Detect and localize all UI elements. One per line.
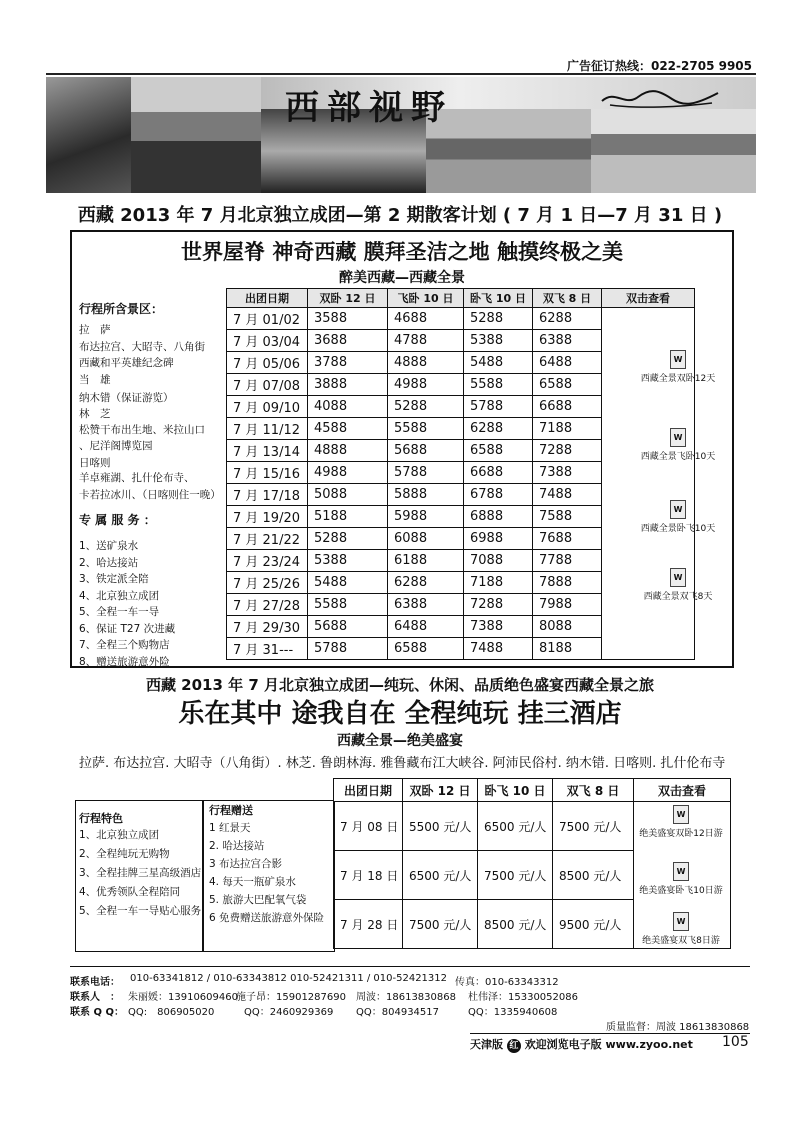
- table-cell: 6588: [533, 374, 602, 396]
- table-cell: 7 月 25/26: [227, 572, 308, 594]
- table-cell: 7888: [533, 572, 602, 594]
- table-cell: 8500 元/人: [478, 900, 553, 949]
- qq-2: QQ：2460929369: [244, 1007, 334, 1018]
- table-cell: 5588: [388, 418, 464, 440]
- table-cell: 6288: [388, 572, 464, 594]
- table-cell: 7988: [533, 594, 602, 616]
- table-cell: 7 月 08 日: [334, 802, 403, 851]
- gift-item: 6 免费赠送旅游意外保险: [209, 912, 325, 924]
- table-cell: 4888: [308, 440, 388, 462]
- table-cell: 8500 元/人: [553, 851, 634, 900]
- table-cell: 6188: [388, 550, 464, 572]
- scenic-spot-line: 羊卓雍湖、扎什伦布寺、: [79, 472, 195, 484]
- quality-supervisor: 质量监督：周波 18613830868: [606, 1022, 750, 1033]
- table-cell: 6388: [533, 330, 602, 352]
- table-cell: 5288: [388, 396, 464, 418]
- table-cell: 7 月 18 日: [334, 851, 403, 900]
- scenic-spot-line: 布达拉宫、大昭寺、八角街: [79, 341, 205, 353]
- table-cell: 7 月 09/10: [227, 396, 308, 418]
- table-cell: 7688: [533, 528, 602, 550]
- table-cell: 7 月 05/06: [227, 352, 308, 374]
- service-item: 3、铁定派全陪: [79, 573, 149, 585]
- doc-label: 绝美盛宴卧飞10日游: [639, 886, 723, 896]
- table-cell: 5288: [464, 308, 533, 330]
- col-header: 出团日期: [227, 289, 308, 308]
- qq-1: QQ: 806905020: [128, 1007, 215, 1018]
- word-doc-icon: W: [670, 568, 686, 587]
- top-rule: [46, 73, 756, 75]
- table-cell: 5988: [388, 506, 464, 528]
- word-doc-link[interactable]: [628, 500, 728, 534]
- table-cell: 5288: [308, 528, 388, 550]
- doc-label: 西藏全景双卧12天: [640, 374, 716, 384]
- table-cell: 6888: [464, 506, 533, 528]
- scenic-spot-line: 西藏和平英雄纪念碑: [79, 357, 174, 369]
- plan1-headline: 世界屋脊 神奇西藏 膜拜圣洁之地 触摸终极之美: [181, 240, 623, 264]
- table-cell: 7 月 13/14: [227, 440, 308, 462]
- table-cell: 3588: [308, 308, 388, 330]
- word-doc-icon: W: [670, 500, 686, 519]
- table-cell: 7788: [533, 550, 602, 572]
- table-cell: 7 月 31---: [227, 638, 308, 660]
- plan2-route: 拉萨. 布达拉宫. 大昭寺（八角街）. 林芝. 鲁朗林海. 雅鲁藏布江大峡谷. 阿沛民俗村. 纳木错. 日喀则. 扎什伦布寺: [79, 756, 726, 771]
- table-cell: 5500 元/人: [403, 802, 478, 851]
- table-cell: 7 月 11/12: [227, 418, 308, 440]
- plan2-subtitle: 西藏全景—绝美盛宴: [337, 733, 463, 749]
- contact-person-2: 施子昂：15901287690: [236, 992, 346, 1003]
- scenic-spot-line: 林 芝: [79, 408, 111, 420]
- website-text[interactable]: 欢迎浏览电子版 www.zyoo.net: [524, 1038, 693, 1051]
- table-cell: 7 月 07/08: [227, 374, 308, 396]
- col-header: 卧飞 10 日: [478, 779, 553, 802]
- table-cell: 7 月 01/02: [227, 308, 308, 330]
- table-cell: 7 月 27/28: [227, 594, 308, 616]
- col-header: 双卧 12 日: [308, 289, 388, 308]
- gift-item: 1 红景天: [209, 822, 251, 834]
- table-cell: 5688: [308, 616, 388, 638]
- table-cell: 4088: [308, 396, 388, 418]
- word-doc-icon: W: [673, 862, 689, 881]
- table-cell: 6588: [464, 440, 533, 462]
- table-cell: 6488: [533, 352, 602, 374]
- table-cell: 5888: [388, 484, 464, 506]
- phone-label: 联系电话：: [70, 977, 120, 988]
- table-cell: 5788: [308, 638, 388, 660]
- phones: 010-63341812 / 010-63343812 010-52421311 / 010-52421312: [130, 973, 448, 984]
- feature-item: 1、北京独立成团: [79, 829, 160, 841]
- table-cell: 6688: [464, 462, 533, 484]
- table-cell: 5488: [464, 352, 533, 374]
- banner-photo-mountains: [591, 109, 756, 193]
- service-item: 1、送矿泉水: [79, 540, 139, 552]
- table-cell: 8088: [533, 616, 602, 638]
- gift-item: 2. 哈达接站: [209, 840, 265, 852]
- word-doc-icon: W: [673, 805, 689, 824]
- plan1-price-table: [226, 288, 695, 660]
- table-cell: 5088: [308, 484, 388, 506]
- features-title: 行程特色: [79, 812, 123, 825]
- service-item: 4、北京独立成团: [79, 589, 160, 602]
- table-cell: 7500 元/人: [553, 802, 634, 851]
- doc-label: 西藏全景卧飞10天: [640, 524, 716, 534]
- doc-label: 西藏全景飞卧10天: [640, 452, 716, 462]
- table-cell: 4988: [308, 462, 388, 484]
- scenic-spot-line: 、尼洋阁博览园: [79, 440, 153, 452]
- table-cell: 7288: [533, 440, 602, 462]
- scenic-spot-line: 拉 萨: [79, 324, 111, 336]
- scenic-spots-title: 行程所含景区：: [79, 302, 164, 316]
- table-cell: 6500 元/人: [478, 802, 553, 851]
- table-row: [227, 308, 695, 330]
- doc-label: 绝美盛宴双卧12日游: [639, 829, 723, 839]
- scenic-spot-line: 当 雄: [79, 374, 111, 386]
- plan1-title: 西藏 2013 年 7 月北京独立成团—第 2 期散客计划 ( 7 月 1 日—7 月 31 日 ): [77, 205, 723, 226]
- col-header: 双击查看: [602, 289, 695, 308]
- table-cell: 7 月 21/22: [227, 528, 308, 550]
- table-cell: 3688: [308, 330, 388, 352]
- table-cell: 5388: [308, 550, 388, 572]
- table-cell: 6688: [533, 396, 602, 418]
- feature-item: 4、优秀领队全程陪同: [79, 886, 181, 898]
- table-cell: 6488: [388, 616, 464, 638]
- col-header: 卧飞 10 日: [464, 289, 533, 308]
- banner-photo-person: [46, 77, 131, 193]
- service-item: 6、保证 T27 次进藏: [79, 622, 176, 635]
- col-header: 飞卧 10 日: [388, 289, 464, 308]
- table-cell: 4788: [388, 330, 464, 352]
- signature-logo: [600, 87, 720, 109]
- person-label: 联系人 ：: [70, 992, 120, 1003]
- col-header: 双飞 8 日: [533, 289, 602, 308]
- table-cell: 5588: [464, 374, 533, 396]
- gifts-title: 行程赠送: [209, 804, 253, 817]
- table-cell: 6388: [388, 594, 464, 616]
- table-cell: 4888: [388, 352, 464, 374]
- table-cell: 5688: [388, 440, 464, 462]
- table-cell: 5788: [464, 396, 533, 418]
- feature-item: 3、全程挂牌三星高级酒店: [79, 867, 202, 879]
- table-cell: 7188: [533, 418, 602, 440]
- service-item: 8、赠送旅游意外险: [79, 655, 170, 668]
- table-cell: 9500 元/人: [553, 900, 634, 949]
- word-doc-link[interactable]: [628, 428, 728, 462]
- gift-item: 3 布达拉宫合影: [209, 858, 283, 870]
- table-cell: 7488: [464, 638, 533, 660]
- table-cell: 7388: [533, 462, 602, 484]
- word-doc-link[interactable]: [628, 350, 728, 384]
- service-item: 5、全程一车一导: [79, 606, 160, 618]
- scenic-spot-line: 纳木错（保证游览）: [79, 392, 174, 404]
- banner-photo-palace: [131, 77, 261, 193]
- scenic-spot-line: 松赞干布出生地、米拉山口: [79, 424, 205, 436]
- word-doc-link[interactable]: [628, 568, 728, 602]
- plan2-title: 西藏 2013 年 7 月北京独立成团—纯玩、休闲、品质绝色盛宴西藏全景之旅: [145, 676, 655, 694]
- table-cell: 5188: [308, 506, 388, 528]
- table-cell: 7500 元/人: [478, 851, 553, 900]
- fax: 传真：010-63343312: [455, 977, 559, 988]
- table-cell: 6788: [464, 484, 533, 506]
- table-cell: 6088: [388, 528, 464, 550]
- scenic-spot-line: 日喀则: [79, 457, 111, 469]
- qq-4: QQ：1335940608: [468, 1007, 558, 1018]
- service-item: 2、哈达接站: [79, 556, 139, 569]
- col-header: 双飞 8 日: [553, 779, 634, 802]
- ad-hotline: 广告征订热线：022-2705 9905: [566, 59, 752, 73]
- col-header: 双卧 12 日: [403, 779, 478, 802]
- table-cell: 4688: [388, 308, 464, 330]
- contact-person-3: 周波：18613830868: [356, 992, 456, 1003]
- table-cell: 7488: [533, 484, 602, 506]
- word-doc-icon: W: [670, 428, 686, 447]
- page-footer: [470, 1036, 693, 1053]
- page-bar-rule: [470, 1033, 750, 1034]
- table-cell: 7 月 23/24: [227, 550, 308, 572]
- table-cell: 4588: [308, 418, 388, 440]
- table-cell: 7 月 15/16: [227, 462, 308, 484]
- feature-item: 2、全程纯玩无购物: [79, 848, 170, 860]
- banner-title: 西部视野: [285, 88, 453, 128]
- gift-item: 5. 旅游大巴配氧气袋: [209, 894, 307, 906]
- edition: 天津版: [470, 1038, 503, 1051]
- table-cell: 4988: [388, 374, 464, 396]
- table-cell: 7 月 28 日: [334, 900, 403, 949]
- plan2-slogan: 乐在其中 途我自在 全程纯玩 挂三酒店: [178, 699, 622, 729]
- table-cell: 7588: [533, 506, 602, 528]
- doc-label: 西藏全景双飞8天: [643, 592, 713, 602]
- page-number: 105: [722, 1034, 749, 1050]
- table-cell: 6288: [533, 308, 602, 330]
- table-cell: 6288: [464, 418, 533, 440]
- word-doc-link[interactable]: [636, 862, 726, 896]
- word-doc-link[interactable]: [636, 805, 726, 839]
- plan1-subtitle: 醉美西藏—西藏全景: [339, 270, 465, 286]
- qq-label: 联系 Q Q：: [70, 1007, 124, 1018]
- services-title: 专 属 服 务 ：: [79, 513, 156, 527]
- table-cell: 3788: [308, 352, 388, 374]
- contact-person-4: 杜伟泽：15330052086: [468, 992, 578, 1003]
- gift-item: 4. 每天一瓶矿泉水: [209, 876, 296, 888]
- table-cell: 8188: [533, 638, 602, 660]
- table-cell: 7 月 17/18: [227, 484, 308, 506]
- table-cell: 3888: [308, 374, 388, 396]
- contact-person-1: 朱丽媛：13910609460: [128, 992, 238, 1003]
- word-doc-icon: W: [670, 350, 686, 369]
- table-cell: 5588: [308, 594, 388, 616]
- table-cell: 7 月 03/04: [227, 330, 308, 352]
- table-cell: 6988: [464, 528, 533, 550]
- table-cell: 6500 元/人: [403, 851, 478, 900]
- doc-label: 绝美盛宴双飞8日游: [642, 936, 720, 946]
- word-doc-icon: W: [673, 912, 689, 931]
- table-cell: 7188: [464, 572, 533, 594]
- scenic-spot-line: 卡若拉冰川、（日喀则住一晚）: [79, 489, 221, 501]
- red-badge-icon: 红: [507, 1039, 521, 1053]
- table-cell: 7 月 19/20: [227, 506, 308, 528]
- qq-3: QQ：804934517: [356, 1007, 440, 1018]
- table-cell: 7500 元/人: [403, 900, 478, 949]
- table-cell: 7388: [464, 616, 533, 638]
- service-item: 7、全程三个购物店: [79, 639, 170, 651]
- table-cell: 5488: [308, 572, 388, 594]
- col-header: 出团日期: [334, 779, 403, 802]
- table-cell: 7088: [464, 550, 533, 572]
- col-header: 双击查看: [634, 779, 731, 802]
- feature-item: 5、全程一车一导贴心服务: [79, 905, 202, 917]
- table-cell: 5788: [388, 462, 464, 484]
- table-cell: 6588: [388, 638, 464, 660]
- table-cell: 7288: [464, 594, 533, 616]
- footer-rule: [70, 966, 750, 967]
- word-doc-link[interactable]: [636, 912, 726, 946]
- table-cell: 7 月 29/30: [227, 616, 308, 638]
- table-cell: 5388: [464, 330, 533, 352]
